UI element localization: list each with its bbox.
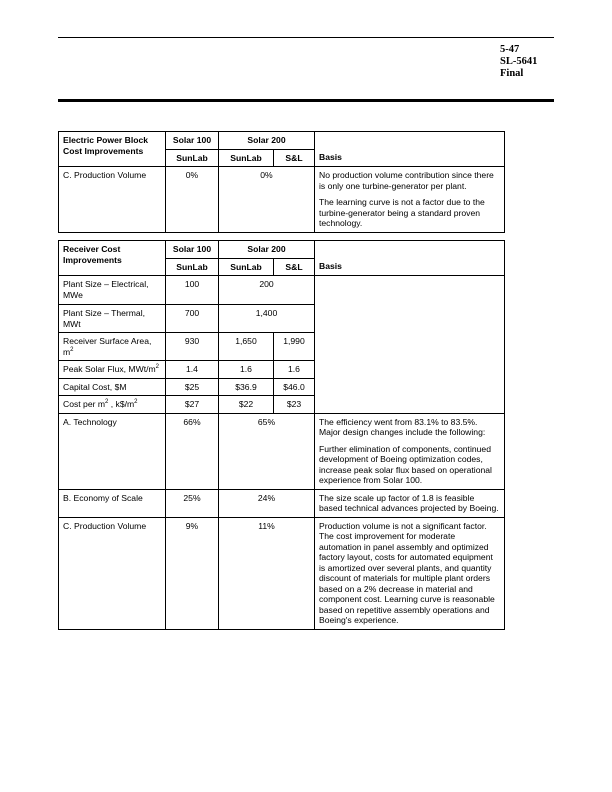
table-title: Receiver Cost Improvements — [59, 241, 166, 276]
solar100-value: 930 — [166, 333, 219, 361]
solar100-header: Solar 100 — [166, 132, 219, 150]
row-label: A. Technology — [59, 413, 166, 489]
sunlab-header: SunLab — [166, 149, 219, 167]
table-row — [59, 276, 505, 305]
page-header — [500, 44, 537, 80]
sunlab-value: $36.9 — [219, 378, 274, 396]
basis-header: Basis — [315, 132, 505, 167]
solar100-value: 66% — [166, 413, 219, 489]
solar100-value: $25 — [166, 378, 219, 396]
sunlab-value: 1.6 — [219, 361, 274, 379]
solar200-value: 24% — [219, 489, 315, 517]
solar200-value: 0% — [219, 167, 315, 233]
report-status: Final — [500, 68, 524, 79]
basis-cell — [315, 413, 505, 489]
solar100-value: 0% — [166, 167, 219, 233]
sunlab-header: SunLab — [166, 258, 219, 276]
basis-cell — [315, 167, 505, 233]
receiver-cost-table — [58, 240, 505, 630]
table-title: Electric Power Block Cost Improvements — [59, 132, 166, 167]
solar200-header: Solar 200 — [219, 132, 315, 150]
electric-power-block-table — [58, 131, 505, 233]
basis-cell-empty — [315, 276, 505, 414]
sl-header: S&L — [274, 149, 315, 167]
basis-text: The size scale up factor of 1.8 is feasible based technical advances projected by Boeing. — [319, 492, 499, 513]
solar100-value: 100 — [166, 276, 219, 305]
report-id: SL-5641 — [500, 56, 538, 67]
page-number: 5-47 — [500, 44, 520, 55]
row-label: Cost per $m^2$ , $k\$/m^2$ — [59, 396, 166, 414]
row-label: Plant Size – Thermal, MWt — [59, 305, 166, 333]
row-label: C. Production Volume — [59, 167, 166, 233]
basis-text: The efficiency went from 83.1% to 83.5%. Major design changes include the following: — [319, 416, 486, 437]
solar200-value: 11% — [219, 517, 315, 629]
basis-cell — [315, 489, 505, 517]
row-label: B. Economy of Scale — [59, 489, 166, 517]
sunlab-value: $22 — [219, 396, 274, 414]
sl-header: S&L — [274, 258, 315, 276]
solar100-value: $27 — [166, 396, 219, 414]
basis-text: The learning curve is not a factor due to the turbine-generator being a standard proven technology. — [319, 197, 485, 228]
solar100-header: Solar 100 — [166, 241, 219, 259]
sl-value: $23 — [274, 396, 315, 414]
table-row — [59, 489, 505, 517]
row-label: Receiver Surface Area, $m^2$ — [59, 333, 166, 361]
table-row — [59, 167, 505, 233]
header-rule — [58, 99, 554, 102]
solar200-value: 65% — [219, 413, 315, 489]
row-label: Peak Solar Flux, MWt/$m^2$ — [59, 361, 166, 379]
solar100-value: 700 — [166, 305, 219, 333]
sl-value: $46.0 — [274, 378, 315, 396]
basis-text: Further elimination of components, continued development of Boeing optimization codes, increase peak solar flux based on operational experience from Solar 100. — [319, 443, 492, 485]
sl-value: 1.6 — [274, 361, 315, 379]
basis-text: No production volume contribution since there is only one turbine-generator per plant. — [319, 170, 494, 191]
solar200-value: 200 — [219, 276, 315, 305]
basis-text: Production volume is not a significant factor. The cost improvement for moderate automation in panel assembly and optimized factory layout, costs for automated equipment is amortized over several plants, and quantity discount of materials for multiple plant orders based on a 2% decrease in material and component cost. Learning curve is reasonable based on repetitive assembly operations and Boeing's experience. — [319, 520, 495, 625]
sunlab-header: SunLab — [219, 258, 274, 276]
table-row — [59, 413, 505, 489]
solar100-value: 25% — [166, 489, 219, 517]
row-label: Plant Size – Electrical, MWe — [59, 276, 166, 305]
sl-value: 1,990 — [274, 333, 315, 361]
basis-cell — [315, 517, 505, 629]
table-row — [59, 517, 505, 629]
solar200-value: 1,400 — [219, 305, 315, 333]
basis-header: Basis — [315, 241, 505, 276]
sunlab-header: SunLab — [219, 149, 274, 167]
solar200-header: Solar 200 — [219, 241, 315, 259]
row-label: C. Production Volume — [59, 517, 166, 629]
sunlab-value: 1,650 — [219, 333, 274, 361]
row-label: Capital Cost, $M — [59, 378, 166, 396]
solar100-value: 9% — [166, 517, 219, 629]
top-rule — [58, 37, 554, 38]
solar100-value: 1.4 — [166, 361, 219, 379]
